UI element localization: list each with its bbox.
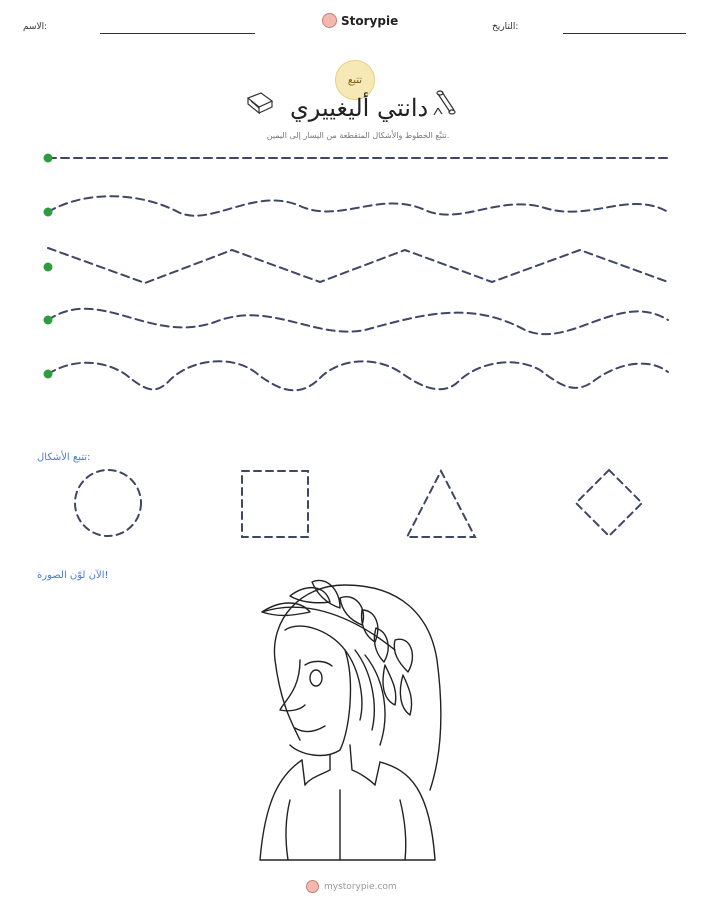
shapes-section-label: تتبع الأشكال: [37, 452, 91, 463]
footer-pig-icon [306, 880, 319, 893]
trace-line-zigzag [48, 248, 668, 283]
dante-illustration [260, 580, 441, 860]
trace-line-bumps [48, 361, 668, 390]
page-title: دانتي أليغييري [290, 94, 429, 122]
brand-name: Storypie [341, 13, 399, 28]
trace-line-wave [48, 196, 668, 215]
footer-url[interactable]: mystorypie.com [324, 881, 397, 892]
footer [306, 880, 397, 893]
instructions-text: تتبَّع الخطوط والأشكال المتقطعة من اليسار إلى اليمين. [266, 131, 450, 140]
trace-diamond [576, 470, 642, 536]
badge-text: تتبع [347, 74, 363, 86]
date-label: التاريخ: [492, 22, 519, 32]
trace-line-big-wave [48, 309, 668, 334]
start-dot-5 [44, 370, 53, 379]
trace-triangle [407, 471, 475, 537]
start-dot-2 [44, 208, 53, 217]
trace-square [242, 471, 308, 537]
start-dot-1 [44, 154, 53, 163]
color-section-label: الآن لوّن الصورة! [37, 570, 109, 581]
start-dot-4 [44, 316, 53, 325]
start-dot-3 [44, 263, 53, 272]
name-label: الاسم: [23, 22, 48, 32]
trace-circle [75, 470, 141, 536]
